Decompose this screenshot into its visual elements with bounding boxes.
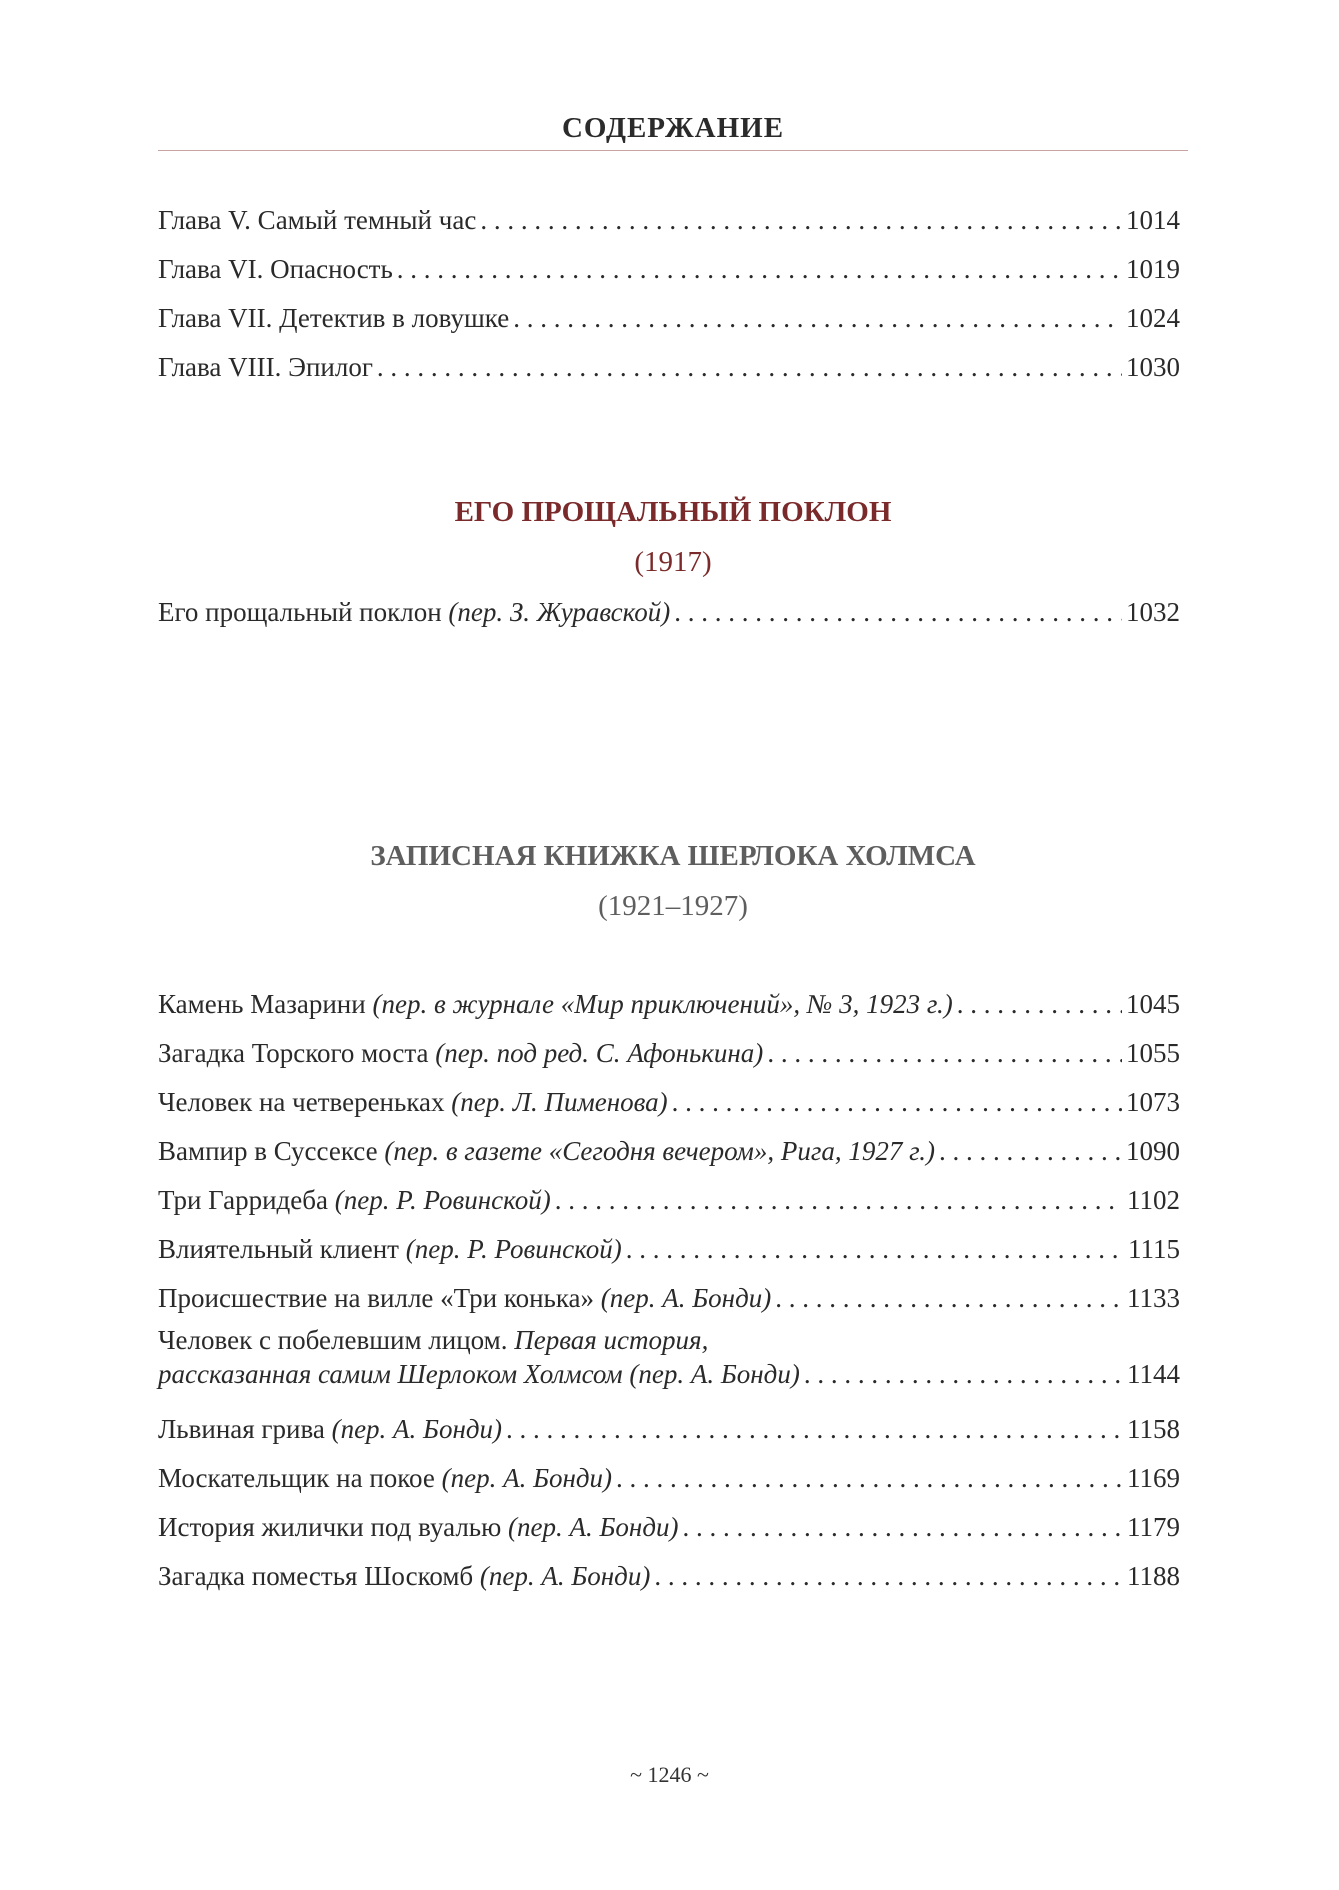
toc-entry-page: 1102 [1127, 1185, 1180, 1215]
toc-entry-page: 1188 [1127, 1561, 1180, 1591]
toc-entry-title: Человек с побелевшим лицом. [158, 1325, 508, 1355]
toc-entry-subtitle: Первая история, [514, 1325, 709, 1355]
leader-dots [626, 1225, 1124, 1274]
section-title-casebook: ЗАПИСНАЯ КНИЖКА ШЕРЛОКА ХОЛМСА [370, 840, 976, 872]
toc-entry-title: Львиная грива (пер. А. Бонди) [158, 1414, 503, 1444]
toc-entry-translator: (пер. А. Бонди) [441, 1463, 613, 1493]
toc-entry-page: 1115 [1128, 1234, 1180, 1264]
toc-entry-page: 1024 [1126, 303, 1180, 333]
toc-entry-translator: (пер. А. Бонди) [479, 1561, 651, 1591]
toc-entry-page: 1169 [1127, 1463, 1180, 1493]
toc-entry-translator: (пер. под ред. С. Афонькина) [435, 1038, 764, 1068]
toc-entry-page: 1032 [1126, 597, 1180, 627]
toc-entry-title: Глава VI. Опасность [158, 254, 393, 284]
leader-dots [654, 1552, 1123, 1601]
toc-entry-title: Глава VIII. Эпилог [158, 352, 373, 382]
toc-entry-title: Глава V. Самый темный час [158, 205, 477, 235]
section-years-farewell: (1917) [634, 546, 712, 578]
toc-entry[interactable] [158, 588, 1180, 637]
toc-entry-title: Происшествие на вилле «Три конька» (пер. А. Бонди) [158, 1283, 772, 1313]
toc-entry-page: 1158 [1127, 1414, 1180, 1444]
toc-entry[interactable] [158, 196, 1180, 245]
toc-entry[interactable] [158, 1029, 1180, 1078]
toc-entry-page: 1090 [1126, 1136, 1180, 1166]
leader-dots [672, 1078, 1122, 1127]
toc-entry-subtitle: рассказанная самим Шерлоком Холмсом (пер. А. Бонди) [158, 1359, 800, 1389]
toc-entry[interactable] [158, 1078, 1180, 1127]
leader-dots [616, 1454, 1123, 1503]
toc-entry-line [158, 1323, 1180, 1357]
toc-entry-translator: (пер. Р. Ровинской) [405, 1234, 622, 1264]
toc-entry-translator: (пер. Л. Пименова) [451, 1087, 668, 1117]
toc-entry-page: 1045 [1126, 989, 1180, 1019]
toc-entry-translator: (пер. А. Бонди) [331, 1414, 503, 1444]
toc-entry-translator: (пер. А. Бонди) [600, 1283, 772, 1313]
leader-dots [939, 1127, 1122, 1176]
header-rule [158, 150, 1188, 151]
leader-dots [397, 245, 1122, 294]
toc-entry-title: Загадка Торского моста (пер. под ред. С. Афонькина) [158, 1038, 764, 1068]
toc-entry[interactable] [158, 1127, 1180, 1176]
page-number: ~ 1246 ~ [630, 1762, 709, 1787]
toc-entry-title: Его прощальный поклон (пер. З. Журавской) [158, 597, 671, 627]
toc-entry-page: 1073 [1126, 1087, 1180, 1117]
leader-dots [957, 980, 1122, 1029]
toc-entry-translator: (пер. З. Журавской) [448, 597, 671, 627]
toc-entry[interactable] [158, 245, 1180, 294]
toc-entry-page: 1179 [1127, 1512, 1180, 1542]
toc-entry-page: 1133 [1127, 1283, 1180, 1313]
section-title-farewell: ЕГО ПРОЩАЛЬНЫЙ ПОКЛОН [454, 496, 892, 528]
toc-entry-title: Москательщик на покое (пер. А. Бонди) [158, 1463, 613, 1493]
toc-entry-translator: (пер. в журнале «Мир приключений», № 3, 1923 г.) [372, 989, 953, 1019]
toc-entry-title: Камень Мазарини (пер. в журнале «Мир приключений», № 3, 1923 г.) [158, 989, 953, 1019]
leader-dots [377, 343, 1122, 392]
toc-entry[interactable] [158, 1405, 1180, 1454]
toc-entry[interactable] [158, 1454, 1180, 1503]
section-years-casebook: (1921–1927) [598, 890, 748, 922]
leader-dots [682, 1503, 1123, 1552]
toc-entry-title: Влиятельный клиент (пер. Р. Ровинской) [158, 1234, 622, 1264]
toc-entry-translator: (пер. Р. Ровинской) [334, 1185, 551, 1215]
toc-entry-page: 1030 [1126, 352, 1180, 382]
toc-entry-translator: (пер. А. Бонди) [508, 1512, 679, 1542]
running-title: СОДЕРЖАНИЕ [561, 112, 785, 144]
toc-entry-title: Глава VII. Детектив в ловушке [158, 303, 510, 333]
running-header [158, 108, 1188, 148]
toc-entry[interactable] [158, 294, 1180, 343]
leader-dots [674, 588, 1122, 637]
toc-entry-page: 1019 [1126, 254, 1180, 284]
toc-entry-page: 1144 [1127, 1359, 1180, 1389]
toc-entry[interactable] [158, 980, 1180, 1029]
toc-chapters [158, 196, 1180, 392]
leader-dots [767, 1029, 1122, 1078]
leader-dots [775, 1274, 1123, 1323]
leader-dots [480, 196, 1122, 245]
toc-entry-title: Загадка поместья Шоскомб (пер. А. Бонди) [158, 1561, 651, 1591]
leader-dots [506, 1405, 1123, 1454]
leader-dots [555, 1176, 1123, 1225]
toc-entry-page: 1055 [1126, 1038, 1180, 1068]
leader-dots [804, 1357, 1123, 1391]
toc-entry[interactable] [158, 1176, 1180, 1225]
toc-entry[interactable] [158, 343, 1180, 392]
toc-entry-title: Человек на четвереньках (пер. Л. Пименова) [158, 1087, 668, 1117]
toc-entry[interactable] [158, 1225, 1180, 1274]
toc-entry-title: Вампир в Суссексе (пер. в газете «Сегодня вечером», Рига, 1927 г.) [158, 1136, 936, 1166]
toc-entry-line [158, 1357, 1180, 1405]
toc-entry-title: Три Гарридеба (пер. Р. Ровинской) [158, 1185, 551, 1215]
toc-casebook [158, 980, 1180, 1601]
toc-entry-page: 1014 [1126, 205, 1180, 235]
toc-entry[interactable] [158, 1503, 1180, 1552]
toc-entry-translator: (пер. в газете «Сегодня вечером», Рига, 1927 г.) [384, 1136, 936, 1166]
toc-entry[interactable] [158, 1323, 1180, 1405]
toc-entry[interactable] [158, 1552, 1180, 1601]
toc-entry[interactable] [158, 1274, 1180, 1323]
leader-dots [513, 294, 1122, 343]
toc-entry-title: История жилички под вуалью (пер. А. Бонди) [158, 1512, 679, 1542]
toc-farewell [158, 588, 1180, 637]
